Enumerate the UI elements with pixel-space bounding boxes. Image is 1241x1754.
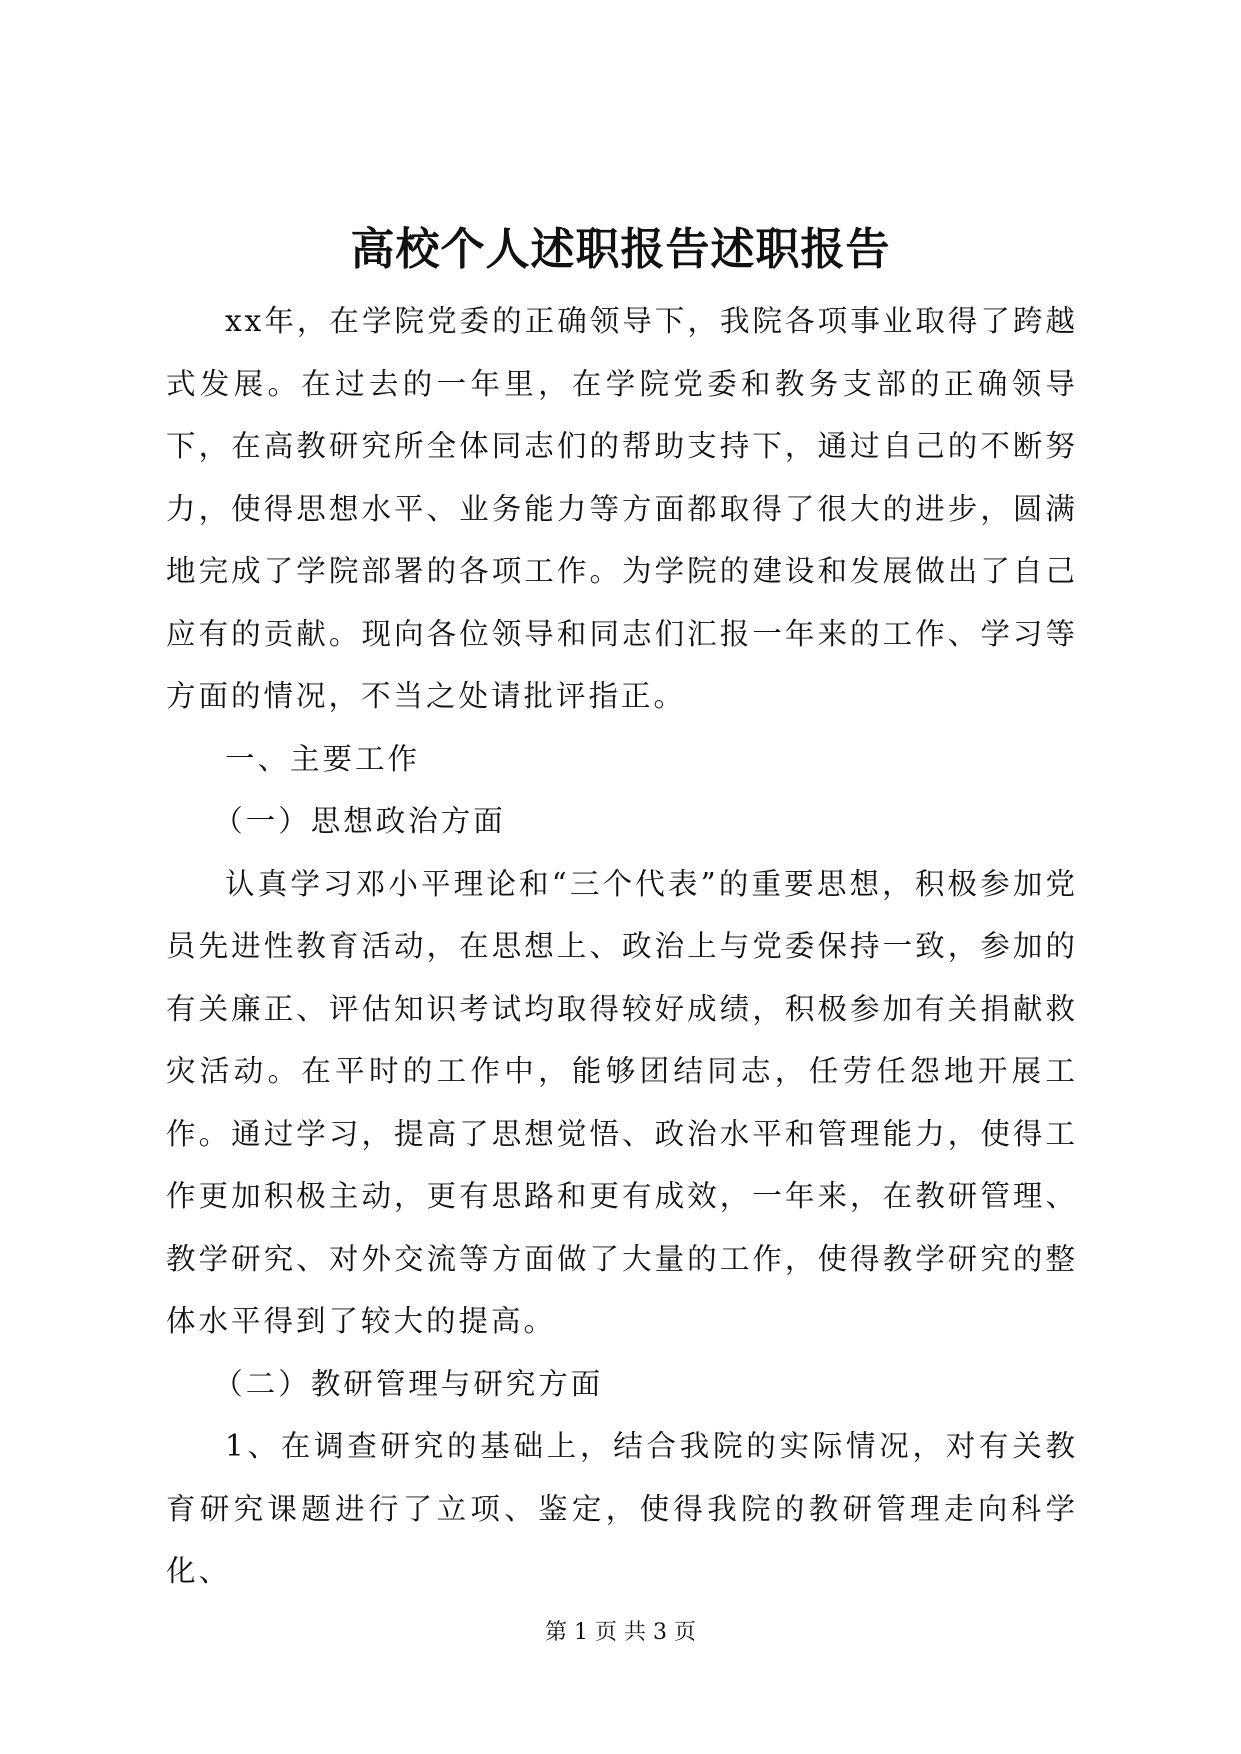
document-title: 高校个人述职报告述职报告	[350, 224, 891, 275]
ideology-paragraph: 认真学习邓小平理论和“三个代表”的重要思想，积极参加党员先进性教育活动，在思想上、政治上与党委保持一致，参加的有关廉正、评估知识考试均取得较好成绩，积极参加有关捐献救灾活动。在平时的工作中，能够团结同志，任劳任怨地开展工作。通过学习，提高了思想觉悟、政治水平和管理能力，使得工作更加积极主动，更有思路和更有成效，一年来，在教研管理、教学研究、对外交流等方面做了大量的工作，使得教学研究的整体水平得到了较大的提高。	[166, 866, 1078, 1338]
page-footer: 第 1 页 共 3 页	[545, 1620, 696, 1645]
document-body	[166, 290, 1078, 1603]
research-paragraph: 1、在调查研究的基础上，结合我院的实际情况，对有关教育研究课题进行了立项、鉴定，使得我院的教研管理走向科学化、	[166, 1429, 1078, 1588]
subsection-heading-ideology: （一）思想政治方面	[213, 804, 506, 838]
subsection-heading-research: （二）教研管理与研究方面	[213, 1366, 604, 1401]
intro-paragraph: xx年，在学院党委的正确领导下，我院各项事业取得了跨越式发展。在过去的一年里，在学院党委和教务支部的正确领导下，在高教研究所全体同志们的帮助支持下，通过自己的不断努力，使得思想水平、业务能力等方面都取得了很大的进步，圆满地完成了学院部署的各项工作。为学院的建设和发展做出了自己应有的贡献。现向各位领导和同志们汇报一年来的工作、学习等方面的情况，不当之处请批评指正。	[166, 304, 1078, 713]
section-heading-main-work: 一、主要工作	[225, 741, 421, 776]
